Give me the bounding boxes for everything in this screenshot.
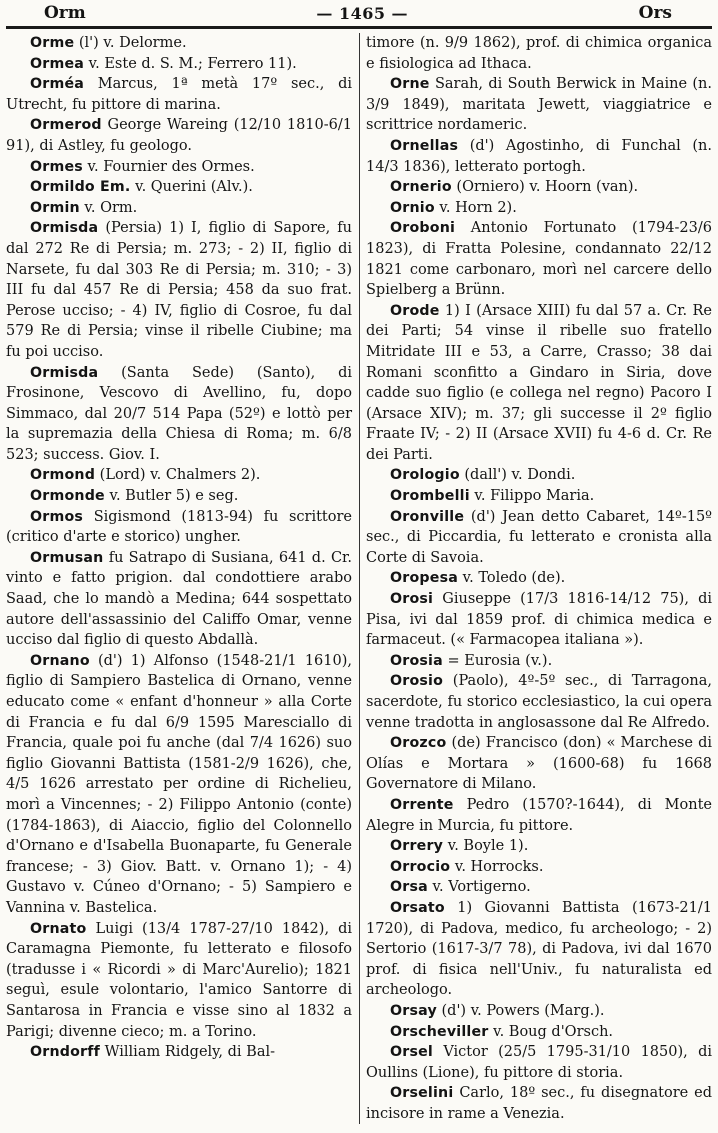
entry-text: timore (n. 9/9 1862), prof. di chimica organica e fisiologica ad Ithaca. <box>366 35 712 72</box>
entry-headword: Ormisda <box>30 364 99 381</box>
entry-text: Sarah, di South Berwick in Maine (n. 3/9 1849), maritata Jewett, viaggiatrice e scrittrice nordameric. <box>366 76 712 134</box>
dictionary-entry <box>366 198 712 219</box>
column-divider <box>359 33 360 1124</box>
columns <box>6 33 712 1124</box>
entry-headword: Ormos <box>30 508 84 525</box>
dictionary-entry <box>366 898 712 1001</box>
entry-text: 1) I (Arsace XIII) fu dal 57 a. Cr. Re dei Parti; 54 vinse il ribelle suo fratello Mitridate III e 53, a Carre, Crasso; 38 dai Romani sconfitto a Gindaro in Siria, dove cadde suo figlio (e collega nel regno) Pacoro I (Arsace XIV); m. 37; gli successe il 2º figlio Fraate IV; - 2) II (Arsace XVII) fu 4-6 d. Cr. Re dei Parti. <box>366 302 712 463</box>
dictionary-entry <box>366 857 712 878</box>
entry-headword: Orne <box>390 76 430 93</box>
page-header <box>6 0 712 26</box>
entry-text: Giuseppe (17/3 1816-14/12 75), di Pisa, ivi dal 1859 prof. di chimica medica e farmaceut. (« Farmacopea italiana »). <box>366 591 712 649</box>
dictionary-entry <box>6 115 352 156</box>
entry-text: Antonio Fortunato (1794-23/6 1823), di Fratta Polesine, condannato 22/12 1821 come carbonaro, morì nel carcere dello Spielberg a Brünn. <box>366 220 712 299</box>
entry-headword: Orrente <box>390 796 454 813</box>
dictionary-entry <box>6 919 352 1043</box>
entry-text: George Wareing (12/10 1810-6/1 91), di Astley, fu geologo. <box>6 117 352 154</box>
entry-text: Luigi (13/4 1787-27/10 1842), di Caramagna Piemonte, fu letterato e filosofo (tradusse i « Ricordi » di Marc'Aurelio); 1821 seguì, esule volontario, l'amico Santorre di Santarosa in Francia e visse sino al 1832 a Parigi; divenne cieco; m. a Torino. <box>6 920 352 1040</box>
dictionary-entry <box>366 877 712 898</box>
dictionary-entry <box>6 651 352 919</box>
entry-headword: Ornano <box>30 652 90 669</box>
header-right-guide-word: Ors <box>638 3 672 23</box>
entry-headword: Oronville <box>390 508 465 525</box>
dictionary-entry <box>366 651 712 672</box>
dictionary-entry <box>366 218 712 300</box>
entry-headword: Orsel <box>390 1044 433 1061</box>
entry-text: v. Filippo Maria. <box>469 488 595 505</box>
dictionary-entry <box>366 568 712 589</box>
entry-text: v. Fournier des Ormes. <box>82 158 255 175</box>
dictionary-entry <box>366 136 712 177</box>
dictionary-entry <box>6 486 352 507</box>
dictionary-entry <box>6 465 352 486</box>
entry-headword: Ormin <box>30 199 80 216</box>
entry-headword: Ormonde <box>30 488 105 505</box>
entry-headword: Ormea <box>30 55 85 72</box>
entry-headword: Orosio <box>390 673 444 690</box>
entry-text: 1) Giovanni Battista (1673-21/1 1720), di Padova, medico, fu archeologo; - 2) Sertorio (1617-3/7 78), di Padova, ivi dal 1670 prof. di fisica nell'Univ., fu naturalista ed archeologo. <box>366 899 712 999</box>
dictionary-entry <box>366 74 712 136</box>
entry-text: (l') v. Delorme. <box>74 35 187 51</box>
entry-text: (Lord) v. Chalmers 2). <box>95 467 261 484</box>
entry-text: Victor (25/5 1795-31/10 1850), di Oullins (Lione), fu pittore di storia. <box>366 1044 712 1081</box>
dictionary-entry <box>366 836 712 857</box>
entry-text: v. Boug d'Orsch. <box>488 1023 614 1040</box>
entry-text: v. Horrocks. <box>450 858 544 875</box>
dictionary-entry <box>366 733 712 795</box>
left-column <box>6 33 352 1124</box>
dictionary-entry <box>366 1083 712 1124</box>
entry-text: v. Horn 2). <box>434 199 517 216</box>
entry-text: v. Querini (Alv.). <box>130 179 253 196</box>
entry-headword: Ormisda <box>30 220 99 237</box>
entry-headword: Orsa <box>390 879 428 896</box>
dictionary-entry <box>366 301 712 466</box>
dictionary-entry <box>6 177 352 198</box>
entry-headword: Ornato <box>30 920 87 937</box>
entry-headword: Oroboni <box>390 220 456 237</box>
entry-headword: Orrocio <box>390 858 451 875</box>
dictionary-entry <box>366 1042 712 1083</box>
entry-headword: Ornerio <box>390 179 452 196</box>
dictionary-entry <box>6 218 352 362</box>
entry-text: William Ridgely, di Bal- <box>100 1044 276 1061</box>
dictionary-entry <box>6 1042 352 1063</box>
entry-headword: Orozco <box>390 735 447 752</box>
entry-text: v. Butler 5) e seg. <box>104 488 239 505</box>
dictionary-entry <box>366 507 712 569</box>
entry-text: (Paolo), 4º-5º sec., di Tarragona, sacerdote, fu storico ecclesiastico, la cui opera venne tradotta in anglosassone dal Re Alfredo. <box>366 673 712 731</box>
dictionary-entry <box>6 507 352 548</box>
entry-headword: Orode <box>390 302 440 319</box>
entry-headword: Orsato <box>390 899 445 916</box>
dictionary-entry <box>6 33 352 54</box>
entry-headword: Orme <box>30 35 75 51</box>
entry-text: Sigismond (1813-94) fu scrittore (critico d'arte e storico) ungher. <box>6 508 352 546</box>
entry-text: (d') 1) Alfonso (1548-21/1 1610), figlio di Sampiero Bastelica di Ornano, venne educato come « enfant d'honneur » alla Corte di Francia e fu dal 6/9 1595 Maresciallo di Francia, quale poi fu anche (dal 7/4 1626) suo figlio Giovanni Battista (1581-2/9 1626), che, 4/5 1626 arrestato per ordine di Richelieu, morì a Vincennes; - 2) Filippo Antonio (conte) (1784-1863), di Aiaccio, figlio del Colonnello d'Ornano e d'Isabella Buonaparte, fu Generale francese; - 3) Giov. Batt. v. Ornano 1); - 4) Gustavo v. Cúneo d'Ornano; - 5) Sampiero e Vannina v. Bastelica. <box>6 652 352 916</box>
dictionary-entry <box>366 1001 712 1022</box>
entry-text: (d') v. Powers (Marg.). <box>436 1002 605 1019</box>
entry-headword: Ornio <box>390 199 435 216</box>
entry-text: Pedro (1570?-1644), di Monte Alegre in Murcia, fu pittore. <box>366 796 712 834</box>
dictionary-entry <box>366 486 712 507</box>
entry-headword: Ormond <box>30 467 96 484</box>
entry-headword: Orndorff <box>30 1044 101 1061</box>
entry-headword: Ornellas <box>390 137 459 154</box>
entry-text: v. Toledo (de). <box>458 570 566 587</box>
dictionary-entry <box>6 74 352 115</box>
entry-headword: Oropesa <box>390 570 459 587</box>
dictionary-entry <box>6 157 352 178</box>
dictionary-entry <box>6 548 352 651</box>
entry-text: v. Este d. S. M.; Ferrero 11). <box>84 55 297 72</box>
entry-text: (Santa Sede) (Santo), di Frosinone, Vescovo di Avellino, fu, dopo Simmaco, dal 20/7 514 Papa (52º) e lottò per la supremazia della Chiesa di Roma; m. 6/8 523; success. Giov. I. <box>6 364 352 463</box>
entry-text: = Eurosia (v.). <box>442 652 553 669</box>
entry-headword: Ormildo Em. <box>30 179 131 196</box>
dictionary-entry <box>366 465 712 486</box>
right-column <box>366 33 712 1124</box>
entry-text: Marcus, 1ª metà 17º sec., di Utrecht, fu pittore di marina. <box>6 76 352 113</box>
entry-headword: Ormerod <box>30 117 102 134</box>
entry-headword: Orscheviller <box>390 1023 489 1040</box>
entry-text: (Persia) 1) I, figlio di Sapore, fu dal 272 Re di Persia; m. 273; - 2) II, figlio di Narsete, fu dal 303 Re di Persia; m. 310; - 3) III fu dal 457 Re di Persia; 458 da suo frat. Perose ucciso; - 4) IV, figlio di Cosroe, fu dal 579 Re di Persia; vinse il ribelle Ciubine; ma fu poi ucciso. <box>6 220 352 360</box>
entry-text: Carlo, 18º sec., fu disegnatore ed incisore in rame a Venezia. <box>366 1085 712 1122</box>
dictionary-entry <box>366 177 712 198</box>
entry-headword: Orsay <box>390 1002 437 1019</box>
entry-headword: Orselini <box>390 1085 454 1102</box>
dictionary-entry <box>366 1022 712 1043</box>
entry-headword: Orosi <box>390 591 434 608</box>
dictionary-entry <box>6 363 352 466</box>
entry-headword: Ormusan <box>30 549 104 566</box>
entry-text: (de) Francisco (don) « Marchese di Olías e Mortara » (1600-68) fu 1668 Governatore di Milano. <box>366 735 712 793</box>
dictionary-entry <box>6 54 352 75</box>
page-number: — 1465 — <box>316 3 409 23</box>
dictionary-entry <box>366 795 712 836</box>
entry-text: v. Orm. <box>79 199 138 216</box>
entry-headword: Orrery <box>390 838 444 855</box>
entry-headword: Ormes <box>30 158 83 175</box>
header-rule <box>6 26 712 29</box>
dictionary-entry <box>366 33 712 74</box>
dictionary-entry <box>366 589 712 651</box>
entry-headword: Orosia <box>390 652 443 669</box>
dictionary-entry <box>366 671 712 733</box>
entry-text: (dall') v. Dondi. <box>459 467 576 484</box>
entry-headword: Orologio <box>390 467 460 484</box>
entry-headword: Orméa <box>30 76 85 93</box>
entry-text: (d') Jean detto Cabaret, 14º-15º sec., di Piccardia, fu letterato e cronista alla Corte di Savoia. <box>366 508 712 566</box>
entry-text: fu Satrapo di Susiana, 641 d. Cr. vinto e fatto prigion. dal condottiere arabo Saad, che lo mandò a Medina; 644 sospettato autore dell'assassinio del Califfo Omar, venne ucciso dal figlio di questo Abdallà. <box>6 549 352 649</box>
entry-text: v. Boyle 1). <box>443 838 529 855</box>
entry-text: v. Vortigerno. <box>427 879 531 896</box>
entry-text: (d') Agostinho, di Funchal (n. 14/3 1836), letterato portogh. <box>366 137 712 175</box>
entry-text: (Orniero) v. Hoorn (van). <box>451 179 639 196</box>
entry-headword: Orombelli <box>390 488 470 505</box>
dictionary-entry <box>6 198 352 219</box>
header-left-guide-word: Orm <box>44 3 86 23</box>
